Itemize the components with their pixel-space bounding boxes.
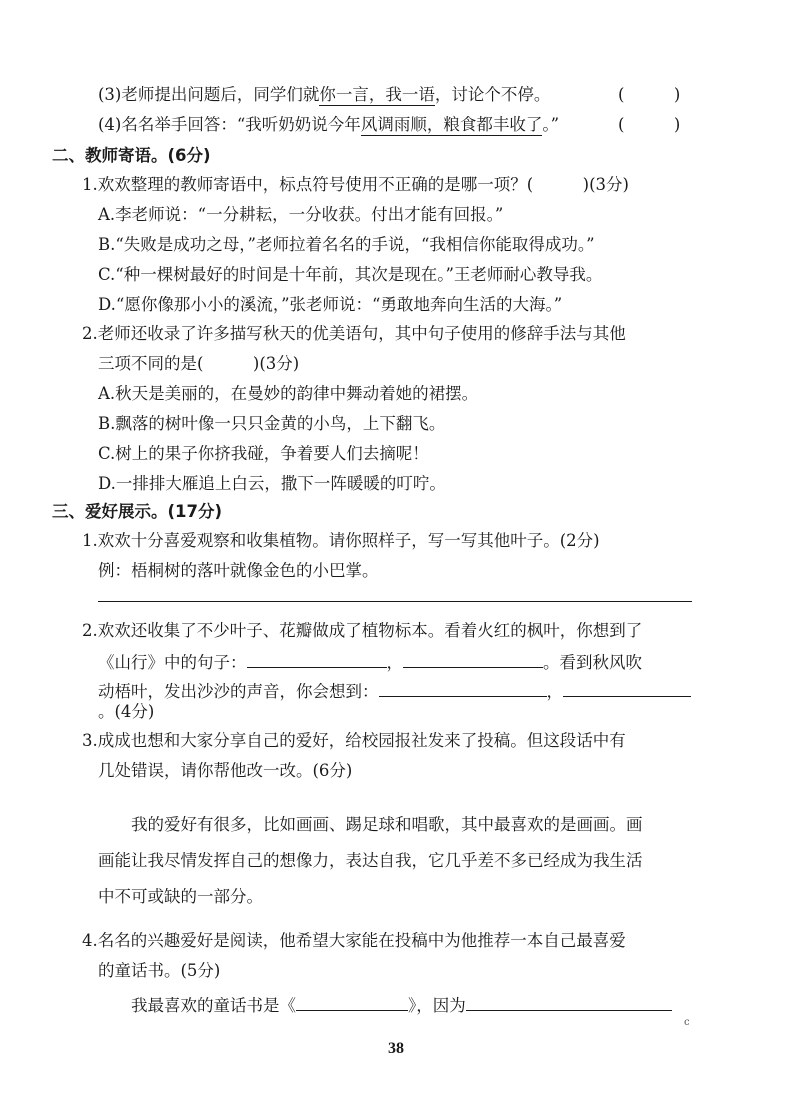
section-2-heading: 二、教师寄语。(6分): [52, 146, 211, 165]
question-1-3: [98, 84, 550, 106]
q3-prefix: (3)老师提出问题后，同学们就: [98, 85, 320, 104]
q2-2-option-d: D.一排排大雁追上白云，撒下一阵暖暖的叮咛。: [98, 474, 446, 493]
question-3-1-stem: 1.欢欢十分喜爱观察和收集植物。请你照样子，写一写其他叶子。(2分): [82, 531, 600, 550]
question-3-2-score: 。(4分): [98, 702, 155, 721]
q3-2-blank-1[interactable]: [247, 651, 387, 668]
q3-2-line3-comma: ，: [546, 682, 563, 701]
question-3-3-stem-line1: 3.成成也想和大家分享自己的爱好，给校园报社发来了投稿。但这段话中有: [82, 731, 626, 750]
q2-1-option-b: B.“失败是成功之母，”老师拉着名名的手说，“我相信你能取得成功。”: [98, 235, 595, 254]
q2-2-option-a: A.秋天是美丽的，在曼妙的韵律中舞动着她的裙摆。: [98, 384, 479, 403]
page-number: 38: [388, 1040, 404, 1057]
q3-2-blank-4[interactable]: [563, 680, 691, 697]
q2-1-option-d: D.“愿你像那小小的溪流，”张老师说：“勇敢地奔向生活的大海。”: [98, 295, 563, 314]
q3-2-blank-3[interactable]: [379, 680, 547, 697]
question-2-2-stem-line1: 2.老师还收录了许多描写秋天的优美语句，其中句子使用的修辞手法与其他: [82, 324, 626, 343]
q3-4-answer-prefix: 我最喜欢的童话书是《: [131, 996, 296, 1015]
q3-answer-paren[interactable]: ( ): [618, 85, 681, 104]
q3-2-source-label: 《山行》中的句子：: [98, 653, 247, 672]
q3-2-line3-text: 动梧叶，发出沙沙的声音，你会想到：: [98, 682, 379, 701]
q3-3-paragraph-line1: 我的爱好有很多，比如画画、踢足球和唱歌，其中最喜欢的是画画。画: [131, 815, 643, 834]
q3-underlined-phrase: 你一言，我一语: [319, 85, 435, 104]
q3-2-blank-2[interactable]: [403, 651, 543, 668]
question-1-4: [98, 114, 559, 136]
q3-4-reason-blank[interactable]: [466, 994, 672, 1011]
question-3-2-line1: 2.欢欢还收集了不少叶子、花瓣做成了植物标本。看着火红的枫叶，你想到了: [82, 621, 643, 640]
q3-4-answer-line: [131, 994, 672, 1017]
question-3-2-line3: [98, 680, 691, 703]
q2-1-option-a: A.李老师说：“一分耕耘，一分收获。付出才能有回报。”: [98, 205, 504, 224]
q3-3-paragraph-line3: 中不可或缺的一部分。: [98, 887, 263, 906]
q4-underlined-phrase: 风调雨顺，粮食都丰收了: [360, 115, 543, 134]
q2-2-option-c: C.树上的果子你挤我碰，争着要人们去摘呢！: [98, 444, 429, 463]
question-3-4-stem-line2: 的童话书。(5分): [98, 961, 221, 980]
question-3-1-example: 例：梧桐树的落叶就像金色的小巴掌。: [98, 561, 379, 580]
q3-3-paragraph-line2: 画能让我尽情发挥自己的想像力，表达自我，它几乎差不多已经成为我生活: [98, 851, 643, 870]
q4-prefix: (4)名名举手回答：“我听奶奶说今年: [98, 115, 361, 134]
q3-1-answer-line[interactable]: [98, 601, 692, 602]
question-2-2-stem-line2: 三项不同的是( )(3分): [98, 354, 300, 373]
q3-2-comma: ，: [386, 653, 403, 672]
q4-answer-paren[interactable]: ( ): [618, 115, 681, 134]
question-3-3-stem-line2: 几处错误，请你帮他改一改。(6分): [98, 761, 353, 780]
question-2-1-stem: 1.欢欢整理的教师寄语中，标点符号使用不正确的是哪一项？( )(3分): [82, 175, 629, 194]
q3-4-book-title-blank[interactable]: [296, 994, 408, 1011]
corner-mark: c: [684, 1017, 690, 1028]
q3-2-line2-tail: 。看到秋风吹: [543, 653, 642, 672]
q3-suffix: ，讨论个不停。: [434, 85, 551, 104]
question-3-4-stem-line1: 4.名名的兴趣爱好是阅读，他希望大家能在投稿中为他推荐一本自己最喜爱: [82, 931, 626, 950]
q2-1-option-c: C.“种一棵树最好的时间是十年前，其次是现在。”王老师耐心教导我。: [98, 265, 603, 284]
q2-2-option-b: B.飘落的树叶像一只只金黄的小鸟，上下翻飞。: [98, 414, 446, 433]
section-3-heading: 三、爱好展示。(17分): [52, 502, 223, 521]
question-3-2-line2: [98, 651, 642, 674]
q3-4-answer-middle: 》，因为: [408, 996, 466, 1015]
q4-suffix: 。”: [542, 115, 559, 134]
